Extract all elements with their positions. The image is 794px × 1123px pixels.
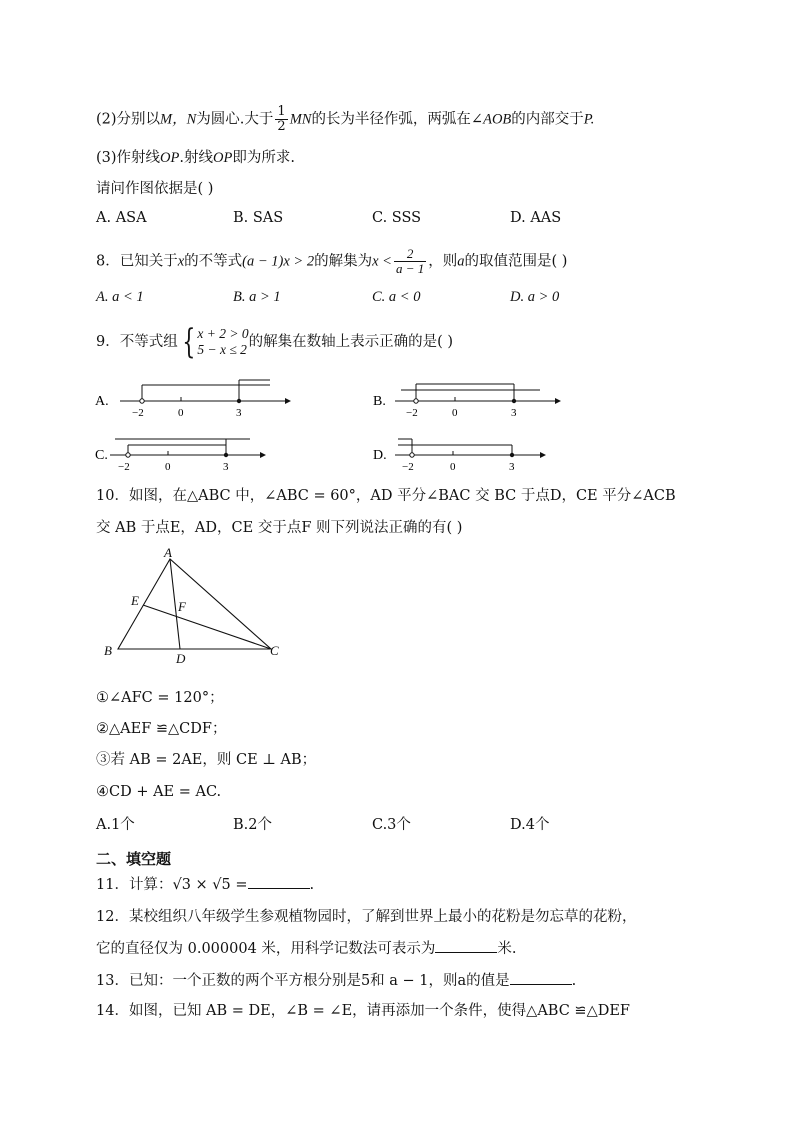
q7-question: 请问作图依据是( ) — [96, 181, 214, 197]
tick-label: 0 — [165, 461, 171, 473]
point-d-label: D — [176, 651, 186, 666]
q10-line1: 10．如图，在△ABC 中，∠ABC = 60°，AD 平分∠BAC 交 BC 于点D，CE 平分∠ACB — [96, 488, 676, 504]
closed-dot-icon — [512, 399, 516, 403]
tick-label: −2 — [118, 461, 130, 473]
q9-text: 的解集在数轴上表示正确的是( ) — [248, 334, 454, 350]
q7-step3-op: OP — [213, 150, 233, 166]
q7-step2 — [96, 105, 594, 134]
point-e-label: E — [131, 593, 139, 608]
q10-option-a: A.1个 — [96, 817, 135, 833]
q8-option-c: C. a < 0 — [372, 289, 421, 305]
q12-text: 它的直径仅为 0.000004 米，用科学记数法可表示为 — [96, 941, 436, 957]
q7-step2-text: 的内部交于 — [511, 111, 584, 128]
q10-triangle-figure — [98, 545, 298, 670]
q8-var: x — [177, 253, 185, 270]
q7-option-d: D. AAS — [510, 210, 562, 226]
q7-fraction: $\frac{1}{2}$ — [277, 104, 286, 134]
segment-ce — [143, 605, 271, 649]
point-a-label: A — [164, 545, 172, 560]
q7-step2-text: 为圆心.大于 — [196, 111, 274, 128]
q7-step3-text: .射线 — [179, 150, 213, 166]
q9-option-b-label: B. — [373, 394, 386, 409]
q7-step2-mn-var: MN — [289, 111, 312, 128]
point-f-label: F — [178, 599, 186, 614]
q9-ineq-2: 5 − x ≤ 2 — [197, 342, 247, 357]
q8-text: 的解集为 — [314, 253, 373, 270]
point-c-label: C — [270, 643, 279, 658]
q10-statement-2: ②△AEF ≌△CDF； — [96, 721, 227, 737]
q7-step2-text: (2)分别以 — [96, 111, 161, 128]
tick-label: 3 — [509, 461, 515, 473]
q12-text: 米. — [497, 941, 517, 957]
closed-dot-icon — [237, 399, 241, 403]
q12-line2 — [96, 938, 517, 959]
closed-dot-icon — [224, 453, 228, 457]
q7-step2-angle: AOB — [483, 111, 512, 128]
tick-label: −2 — [402, 461, 414, 473]
open-dot-icon — [140, 399, 144, 403]
tick-label: 0 — [450, 461, 456, 473]
q9-option-c-label: C. — [95, 448, 108, 463]
q14: 14．如图，已知 AB = DE，∠B = ∠E，请再添加一个条件，使得△ABC ≌△DEF — [96, 1003, 630, 1019]
q8-inequality: (a − 1)x > 2 — [242, 253, 315, 270]
tick-label: −2 — [132, 407, 144, 419]
tick-label: 3 — [236, 407, 242, 419]
tick-label: 3 — [223, 461, 229, 473]
section-title: 二、填空题 — [96, 850, 172, 868]
q10-statement-4: ④CD + AE = AC. — [96, 784, 222, 800]
q11-text: 11．计算：√3 × √5 = — [96, 877, 248, 893]
q9-stem — [96, 322, 453, 362]
q7-step2-mn: M，N — [160, 111, 197, 128]
q8-option-b: B. a > 1 — [233, 289, 281, 305]
q10-option-d: D.4个 — [510, 817, 550, 833]
q9-ineq-1: x + 2 > 0 — [197, 326, 249, 341]
q8-fraction: $\frac{2}{a - 1}$ — [395, 246, 425, 276]
q8-stem — [96, 247, 567, 276]
open-dot-icon — [410, 453, 414, 457]
q12-line1: 12．某校组织八年级学生参观植物园时，了解到世界上最小的花粉是勿忘草的花粉， — [96, 909, 637, 925]
closed-dot-icon — [510, 453, 514, 457]
q7-step2-point: P. — [583, 111, 595, 128]
q10-option-c: C.3个 — [372, 817, 411, 833]
triangle-abc — [118, 559, 271, 649]
q9-option-a-label: A. — [95, 394, 109, 409]
tick-label: 3 — [511, 407, 517, 419]
q7-step2-text: 的长为半径作弧，两弧在∠ — [311, 111, 484, 128]
q10-statement-1: ①∠AFC = 120°； — [96, 690, 224, 706]
q7-option-b: B. SAS — [233, 210, 284, 226]
open-dot-icon — [126, 453, 130, 457]
q11-answer-blank[interactable] — [248, 874, 310, 889]
q9-option-d-figure — [373, 439, 546, 473]
q13-text: 13．已知：一个正数的两个平方根分别是5和 a − 1，则a的值是 — [96, 973, 510, 989]
q8-var: x < — [372, 253, 392, 270]
q8-option-a: A. a < 1 — [96, 289, 144, 305]
q10-statement-3: ③若 AB = 2AE，则 CE ⊥ AB； — [96, 752, 317, 768]
q7-step3-op: OP — [160, 150, 180, 166]
q13-answer-blank[interactable] — [510, 970, 572, 985]
q7-step3-text: 即为所求. — [232, 150, 295, 166]
q9-number-lines — [90, 370, 570, 480]
q8-text: ，则 — [428, 253, 458, 270]
tick-label: 0 — [452, 407, 458, 419]
q8-text: 的取值范围是( ) — [464, 253, 568, 270]
q10-line2: 交 AB 于点E，AD，CE 交于点F 则下列说法正确的有( ) — [96, 520, 463, 536]
q7-option-c: C. SSS — [372, 210, 422, 226]
q8-text: 8．已知关于 — [96, 253, 178, 270]
q8-text: 的不等式 — [184, 253, 243, 270]
arrow-icon — [555, 398, 561, 404]
q9-option-d-label: D. — [373, 448, 387, 463]
q8-var: a — [457, 253, 465, 270]
q9-option-c-figure — [95, 439, 266, 473]
q11 — [96, 874, 314, 895]
arrow-icon — [260, 452, 266, 458]
q7-option-a: A. ASA — [96, 210, 147, 226]
q13 — [96, 970, 576, 991]
open-dot-icon — [414, 399, 418, 403]
arrow-icon — [285, 398, 291, 404]
q9-system — [197, 326, 248, 358]
q9-option-b-figure — [373, 384, 561, 419]
q8-option-d: D. a > 0 — [510, 289, 560, 305]
q7-step3-text: (3)作射线 — [96, 150, 161, 166]
q11-end: . — [309, 877, 315, 893]
point-b-label: B — [104, 643, 112, 658]
q12-answer-blank[interactable] — [435, 938, 497, 953]
q7-step3 — [96, 148, 295, 168]
brace-icon: { — [182, 322, 196, 362]
q9-option-a-figure — [95, 380, 291, 419]
tick-label: −2 — [406, 407, 418, 419]
q9-text: 9．不等式组 — [96, 334, 178, 350]
q13-end: . — [571, 973, 577, 989]
tick-label: 0 — [178, 407, 184, 419]
q10-option-b: B.2个 — [233, 817, 272, 833]
arrow-icon — [540, 452, 546, 458]
